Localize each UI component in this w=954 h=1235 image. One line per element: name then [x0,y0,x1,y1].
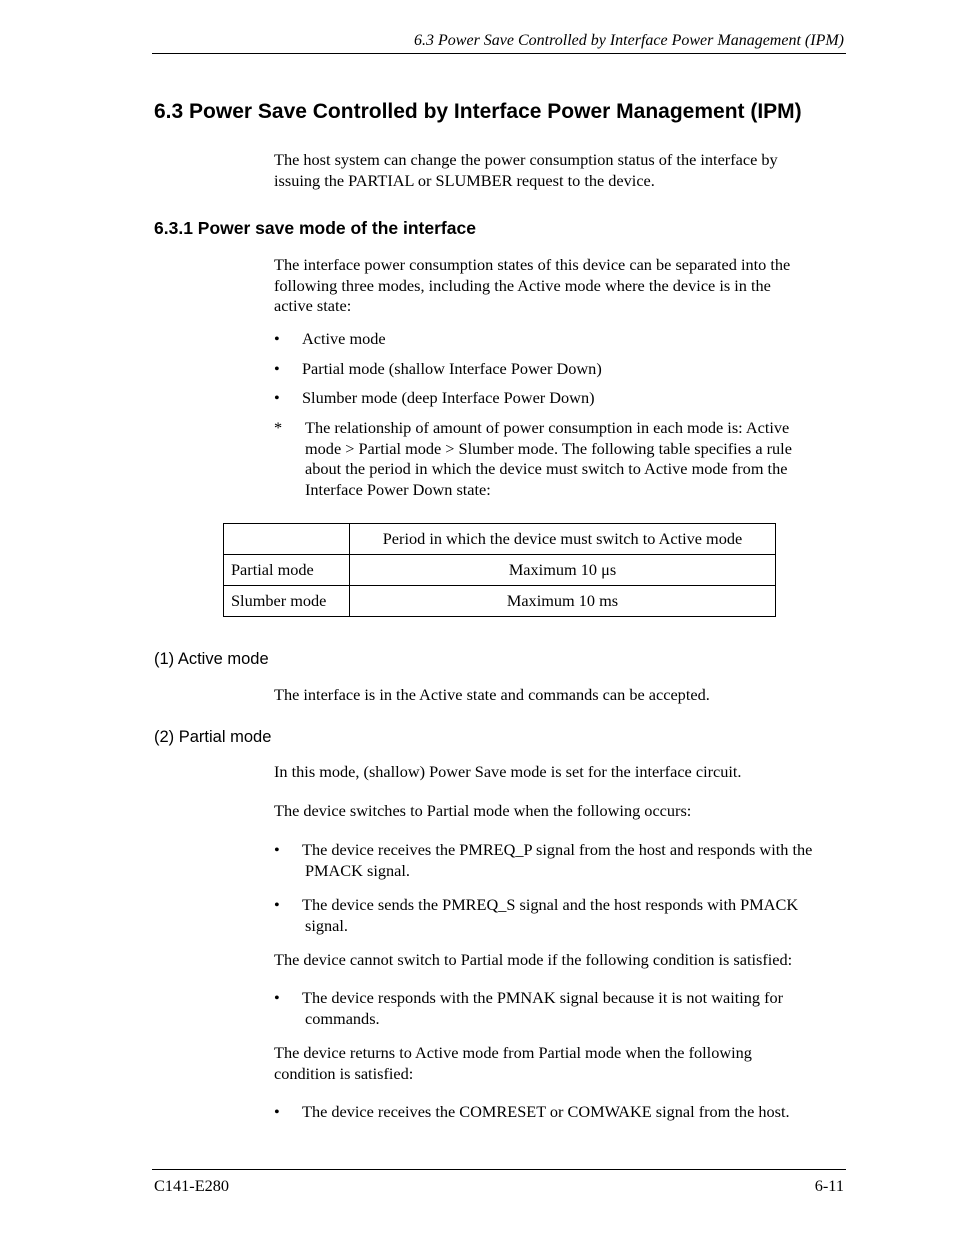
note-line-4: Interface Power Down state: [305,479,491,499]
list-item-text [302,988,847,1029]
note-asterisk: * [274,418,283,437]
partial-mode-p1: In this mode, (shallow) Power Save mode is set for the interface circuit. [274,762,742,781]
active-mode-text: The interface is in the Active state and commands can be accepted. [274,685,710,704]
bullet-icon: • [274,988,280,1007]
table-cell: Maximum 10 ms [350,586,776,617]
active-mode-heading: (1) Active mode [154,650,269,668]
bullet-icon: • [274,388,280,407]
table-cell: Slumber mode [224,586,350,617]
table-cell: Partial mode [224,555,350,586]
note-line-2: mode > Partial mode > Slumber mode. The following table specifies a rule [305,438,792,458]
list-item-line-2: PMACK signal. [305,860,410,880]
list-item-line-1: The device sends the PMREQ_S signal and the host responds with PMACK [302,895,799,914]
document-id: C141-E280 [154,1176,230,1195]
page-number: 6-11 [814,1176,844,1195]
table-header-row [224,524,776,555]
modes-line-3: active state: [274,296,352,315]
list-item-text: Active mode [302,329,386,348]
table-row [224,555,776,586]
running-header: 6.3 Power Save Controlled by Interface Power Management (IPM) [414,32,844,49]
partial-mode-p3: The device cannot switch to Partial mode if the following condition is satisfied: [274,950,793,969]
subsection-heading: 6.3.1 Power save mode of the interface [154,218,476,238]
bullet-icon: • [274,359,280,378]
bullet-icon: • [274,840,280,859]
note-line-1: The relationship of amount of power consumption in each mode is: Active [305,418,790,437]
bullet-icon: • [274,329,280,348]
list-item-line-1: The device responds with the PMNAK signal because it is not waiting for [302,988,784,1007]
footer-rule [152,1169,846,1170]
table-row [224,586,776,617]
modes-line-2: following three modes, including the Active mode where the device is in the [274,275,771,295]
note-line-3: about the period in which the device must switch to Active mode from the [305,459,788,478]
partial-mode-heading: (2) Partial mode [154,728,272,746]
table-header-cell: Period in which the device must switch to Active mode [350,524,776,555]
list-item-text: Partial mode (shallow Interface Power Down) [302,359,602,378]
list-item-text [302,895,847,936]
table-header-cell [224,524,350,555]
p4-line-2: condition is satisfied: [274,1063,414,1083]
note-text [305,418,835,500]
section-heading: 6.3 Power Save Controlled by Interface Power Management (IPM) [154,100,802,123]
switch-period-table [223,523,776,617]
list-item-text [302,840,847,881]
list-item-text: Slumber mode (deep Interface Power Down) [302,388,595,407]
list-item-line-1: The device receives the PMREQ_P signal from the host and responds with the [302,840,813,859]
partial-mode-p4 [274,1043,844,1084]
intro-paragraph [274,150,844,191]
modes-paragraph [274,255,844,317]
intro-line-2: issuing the PARTIAL or SLUMBER request to the device. [274,170,655,190]
list-item-line-2: commands. [305,1008,380,1028]
list-item-text: The device receives the COMRESET or COMWAKE signal from the host. [302,1102,790,1121]
p4-line-1: The device returns to Active mode from Partial mode when the following [274,1043,752,1062]
partial-mode-p2: The device switches to Partial mode when the following occurs: [274,801,692,820]
bullet-icon: • [274,1102,280,1121]
list-item-line-2: signal. [305,915,348,935]
modes-line-1: The interface power consumption states of this device can be separated into the [274,255,791,274]
intro-line-1: The host system can change the power consumption status of the interface by [274,150,778,169]
table-cell: Maximum 10 μs [350,555,776,586]
bullet-icon: • [274,895,280,914]
header-rule [152,53,846,54]
